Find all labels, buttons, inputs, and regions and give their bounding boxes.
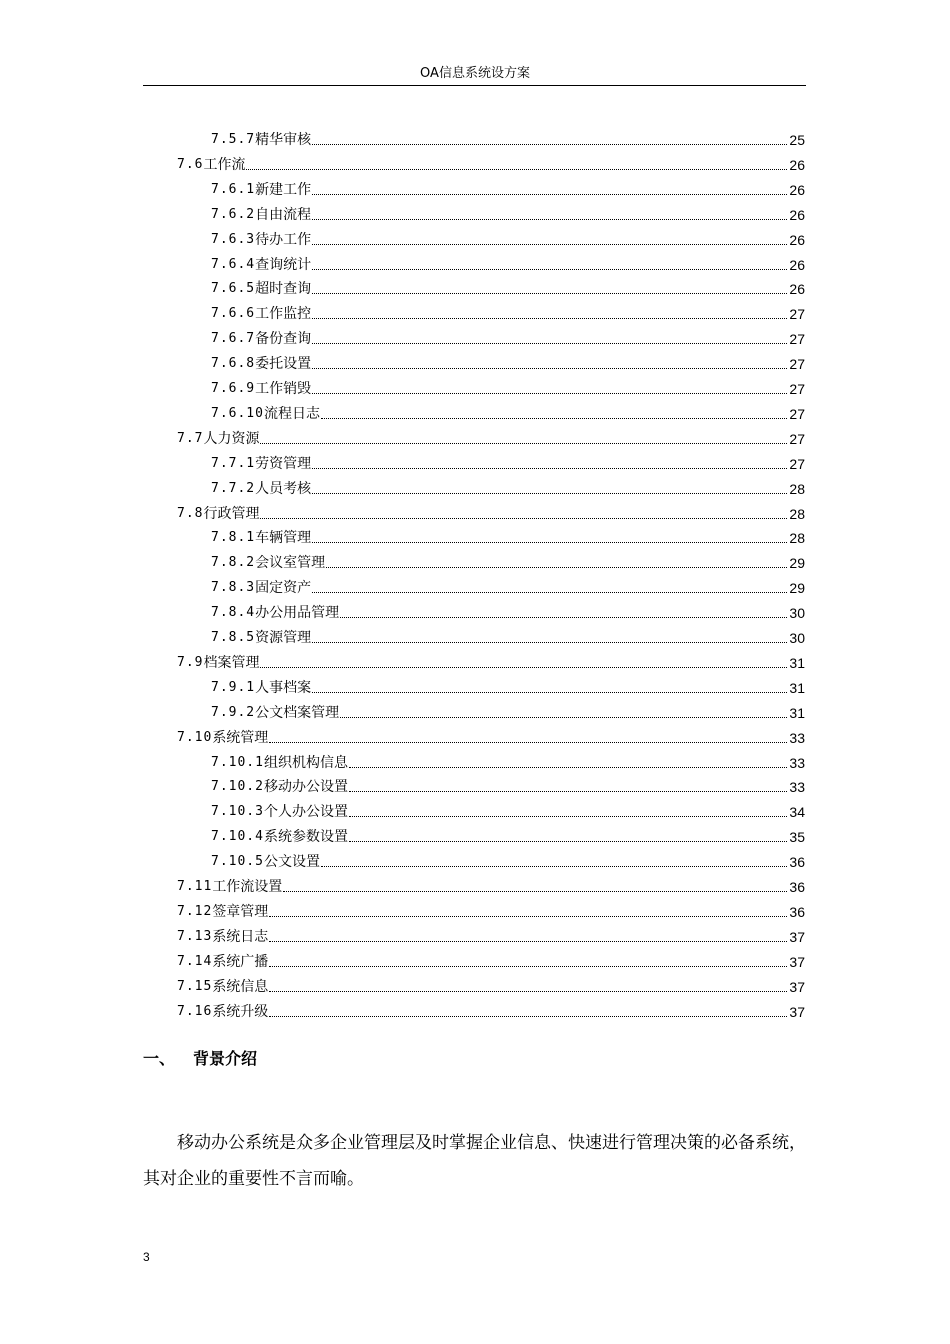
toc-entry[interactable]: [177, 971, 805, 996]
toc-entry[interactable]: [211, 846, 805, 871]
toc-entry[interactable]: [211, 323, 805, 348]
toc-entry-number: 7.9.2: [211, 704, 256, 720]
toc-entry-number: 7.10.4: [211, 829, 264, 845]
toc-entry[interactable]: [211, 821, 805, 846]
toc-entry[interactable]: [177, 996, 805, 1021]
toc-entry[interactable]: [211, 473, 805, 498]
toc-entry[interactable]: [177, 921, 805, 946]
toc-entry-number: 7.14: [177, 953, 213, 969]
toc-entry-number: 7.10.3: [211, 804, 264, 820]
toc-dot-leader: [321, 865, 787, 867]
toc-entry-number: 7.8.5: [211, 630, 256, 645]
toc-entry[interactable]: [177, 896, 805, 921]
toc-entry-title: 新建工作: [255, 181, 312, 198]
toc-entry-title: 固定资产: [255, 580, 312, 597]
toc-entry-page: 30: [789, 605, 805, 622]
toc-entry-title: 人员考核: [255, 480, 312, 497]
toc-entry-title: 车辆管理: [255, 530, 312, 547]
toc-entry-number: 7.5.7: [211, 132, 256, 147]
toc-entry-title: 工作流设置: [212, 879, 283, 895]
toc-entry-number: 7.16: [177, 1003, 213, 1019]
toc-entry-title: 办公用品管理: [255, 605, 340, 622]
toc-dot-leader: [312, 492, 787, 494]
toc-entry[interactable]: [211, 448, 805, 473]
toc-entry-title: 工作流: [203, 156, 246, 173]
toc-entry-page: 30: [789, 630, 805, 646]
toc-entry-page: 26: [789, 156, 805, 173]
toc-entry-page: 25: [789, 132, 805, 148]
toc-entry[interactable]: [211, 348, 805, 373]
toc-entry-number: 7.6.4: [211, 256, 256, 272]
toc-entry-title: 系统管理: [212, 729, 269, 746]
toc-dot-leader: [260, 666, 787, 668]
toc-entry-page: 27: [789, 430, 805, 447]
toc-entry-number: 7.10.5: [211, 854, 264, 870]
toc-entry-title: 组织机构信息: [263, 754, 348, 771]
toc-dot-leader: [312, 367, 787, 369]
toc-entry-title: 行政管理: [203, 505, 260, 522]
toc-dot-leader: [340, 616, 787, 618]
toc-entry-number: 7.8.1: [211, 530, 256, 546]
toc-dot-leader: [312, 591, 787, 593]
toc-entry-page: 35: [789, 829, 805, 846]
toc-entry-number: 7.8: [177, 505, 204, 521]
toc-entry-page: 26: [789, 206, 805, 223]
toc-entry-page: 36: [789, 854, 805, 871]
toc-entry-title: 系统日志: [212, 928, 269, 945]
toc-entry-page: 29: [789, 555, 805, 572]
toc-dot-leader: [312, 392, 787, 394]
toc-dot-leader: [312, 268, 787, 270]
toc-entry-title: 超时查询: [255, 281, 312, 298]
toc-entry-title: 委托设置: [255, 356, 312, 373]
toc-entry-number: 7.6.1: [211, 181, 256, 197]
toc-entry[interactable]: [211, 273, 805, 298]
toc-entry-number: 7.8.2: [211, 555, 256, 571]
toc-entry[interactable]: [211, 224, 805, 249]
toc-dot-leader: [349, 766, 787, 768]
toc-dot-leader: [312, 243, 787, 245]
toc-entry-page: 37: [789, 928, 805, 945]
toc-entry-page: 27: [789, 455, 805, 472]
toc-entry[interactable]: [177, 498, 805, 523]
toc-entry-page: 27: [789, 331, 805, 348]
toc-entry-page: 31: [789, 704, 805, 721]
toc-entry[interactable]: [211, 522, 805, 547]
toc-entry[interactable]: [211, 796, 805, 821]
toc-entry-title: 会议室管理: [255, 555, 326, 572]
page-number: 3: [143, 1250, 150, 1264]
toc-entry-page: 36: [789, 903, 805, 920]
toc-entry-title: 公文设置: [263, 854, 320, 871]
toc-entry-number: 7.6.2: [211, 206, 256, 222]
toc-entry[interactable]: [211, 747, 805, 772]
toc-entry-number: 7.10.1: [211, 754, 264, 770]
toc-dot-leader: [312, 342, 787, 344]
toc-entry-title: 资源管理: [255, 630, 312, 646]
toc-dot-leader: [269, 915, 787, 917]
toc-dot-leader: [269, 741, 787, 743]
toc-entry-title: 系统升级: [212, 1003, 269, 1020]
toc-entry-number: 7.6.7: [211, 331, 256, 347]
toc-entry-title: 工作监控: [255, 306, 312, 323]
toc-entry[interactable]: [177, 423, 805, 448]
toc-entry-page: 28: [789, 505, 805, 522]
toc-dot-leader: [246, 168, 787, 170]
toc-dot-leader: [312, 641, 787, 643]
toc-entry-title: 系统参数设置: [263, 829, 348, 846]
toc-entry[interactable]: [211, 771, 805, 796]
toc-entry-title: 档案管理: [203, 654, 260, 671]
toc-entry[interactable]: [177, 722, 805, 747]
toc-dot-leader: [312, 467, 787, 469]
toc-entry-page: 28: [789, 480, 805, 497]
toc-entry[interactable]: [211, 622, 805, 647]
toc-dot-leader: [312, 541, 787, 543]
toc-entry-number: 7.6: [177, 156, 204, 172]
toc-entry-page: 29: [789, 580, 805, 597]
section-title: 背景介绍: [193, 1049, 258, 1068]
toc-dot-leader: [326, 566, 787, 568]
toc-entry-number: 7.6.8: [211, 356, 256, 372]
toc-entry-page: 26: [789, 256, 805, 273]
toc-entry-number: 7.10: [177, 729, 213, 745]
toc-entry-title: 系统广播: [212, 953, 269, 970]
toc-entry[interactable]: [211, 124, 805, 149]
toc-entry-title: 系统信息: [212, 978, 269, 995]
toc-entry-number: 7.6.5: [211, 281, 256, 297]
toc-entry-number: 7.11: [177, 879, 213, 894]
toc-entry-title: 人事档案: [255, 679, 312, 696]
toc-dot-leader: [312, 292, 787, 294]
toc-entry[interactable]: [211, 298, 805, 323]
toc-entry-number: 7.8.3: [211, 580, 256, 596]
toc-entry-number: 7.10.2: [211, 779, 264, 795]
toc-entry-number: 7.6.6: [211, 306, 256, 322]
toc-entry[interactable]: [211, 398, 805, 423]
toc-entry-title: 流程日志: [263, 405, 320, 422]
toc-entry[interactable]: [211, 547, 805, 572]
toc-entry-title: 待办工作: [255, 231, 312, 248]
toc-entry-page: 36: [789, 879, 805, 895]
body-paragraph: 移动办公系统是众多企业管理层及时掌握企业信息、快速进行管理决策的必备系统，其对企业的重要性不言而喻。: [143, 1133, 806, 1189]
toc-entry-title: 个人办公设置: [263, 804, 348, 821]
toc-entry-title: 自由流程: [255, 206, 312, 223]
toc-entry-number: 7.6.10: [211, 405, 264, 421]
toc-entry-number: 7.9: [177, 654, 204, 670]
toc-entry-title: 人力资源: [203, 430, 260, 447]
toc-entry[interactable]: [211, 249, 805, 274]
toc-dot-leader: [340, 716, 787, 718]
toc-entry-title: 劳资管理: [255, 455, 312, 472]
toc-entry-page: 27: [789, 381, 805, 397]
toc-entry[interactable]: [211, 572, 805, 597]
toc-entry-title: 查询统计: [255, 256, 312, 273]
header-divider: [143, 85, 806, 86]
toc-dot-leader: [349, 815, 787, 817]
toc-dot-leader: [260, 442, 787, 444]
toc-entry-title: 移动办公设置: [263, 779, 348, 796]
toc-entry-page: 26: [789, 231, 805, 248]
toc-entry-title: 签章管理: [212, 903, 269, 920]
toc-dot-leader: [312, 218, 787, 220]
header-title: OA信息系统设方案: [420, 66, 530, 81]
toc-dot-leader: [312, 317, 787, 319]
toc-entry-number: 7.12: [177, 903, 213, 919]
toc-entry-number: 7.7.2: [211, 480, 256, 496]
toc-dot-leader: [312, 193, 787, 195]
toc-entry[interactable]: [177, 149, 805, 174]
toc-entry-number: 7.7: [177, 430, 204, 446]
toc-entry-number: 7.7.1: [211, 455, 256, 471]
toc-dot-leader: [260, 517, 787, 519]
toc-entry-page: 27: [789, 405, 805, 422]
toc-dot-leader: [283, 890, 787, 892]
toc-entry-number: 7.8.4: [211, 605, 256, 621]
toc-dot-leader: [269, 1015, 787, 1017]
toc-entry-page: 37: [789, 978, 805, 995]
toc-entry-number: 7.6.3: [211, 231, 256, 247]
toc-entry-page: 31: [789, 679, 805, 696]
toc-entry[interactable]: [177, 647, 805, 672]
toc-dot-leader: [312, 143, 787, 145]
toc-entry-page: 37: [789, 953, 805, 970]
toc-entry-title: 备份查询: [255, 331, 312, 348]
toc-entry-title: 工作销毁: [255, 381, 312, 397]
toc-entry-page: 26: [789, 181, 805, 198]
toc-entry[interactable]: [177, 871, 805, 896]
toc-entry[interactable]: [211, 373, 805, 398]
toc-entry-page: 34: [789, 804, 805, 821]
toc-entry-page: 33: [789, 779, 805, 796]
toc-entry[interactable]: [211, 199, 805, 224]
toc-dot-leader: [312, 691, 787, 693]
toc-entry-number: 7.6.9: [211, 381, 256, 396]
toc-dot-leader: [321, 417, 787, 419]
toc-entry[interactable]: [177, 946, 805, 971]
toc-entry-page: 33: [789, 729, 805, 746]
toc-entry[interactable]: [211, 597, 805, 622]
section-number: 一、: [143, 1049, 176, 1068]
toc-entry-page: 33: [789, 754, 805, 771]
toc-entry[interactable]: [211, 672, 805, 697]
toc-entry[interactable]: [211, 697, 805, 722]
toc-dot-leader: [269, 965, 787, 967]
toc-entry-page: 27: [789, 356, 805, 373]
toc-dot-leader: [349, 840, 787, 842]
toc-entry-page: 28: [789, 530, 805, 547]
toc-entry-title: 公文档案管理: [255, 704, 340, 721]
toc-entry-number: 7.9.1: [211, 679, 256, 695]
toc-entry-number: 7.13: [177, 928, 213, 944]
toc-entry[interactable]: [211, 174, 805, 199]
toc-dot-leader: [269, 990, 787, 992]
toc-entry-page: 31: [789, 654, 805, 671]
toc-entry-number: 7.15: [177, 978, 213, 994]
toc-dot-leader: [269, 940, 787, 942]
toc-entry-page: 27: [789, 306, 805, 323]
toc-dot-leader: [349, 790, 787, 792]
section-heading: [143, 1048, 257, 1070]
toc-entry-page: 26: [789, 281, 805, 298]
toc-entry-title: 精华审核: [255, 132, 312, 148]
toc-entry-page: 37: [789, 1003, 805, 1020]
